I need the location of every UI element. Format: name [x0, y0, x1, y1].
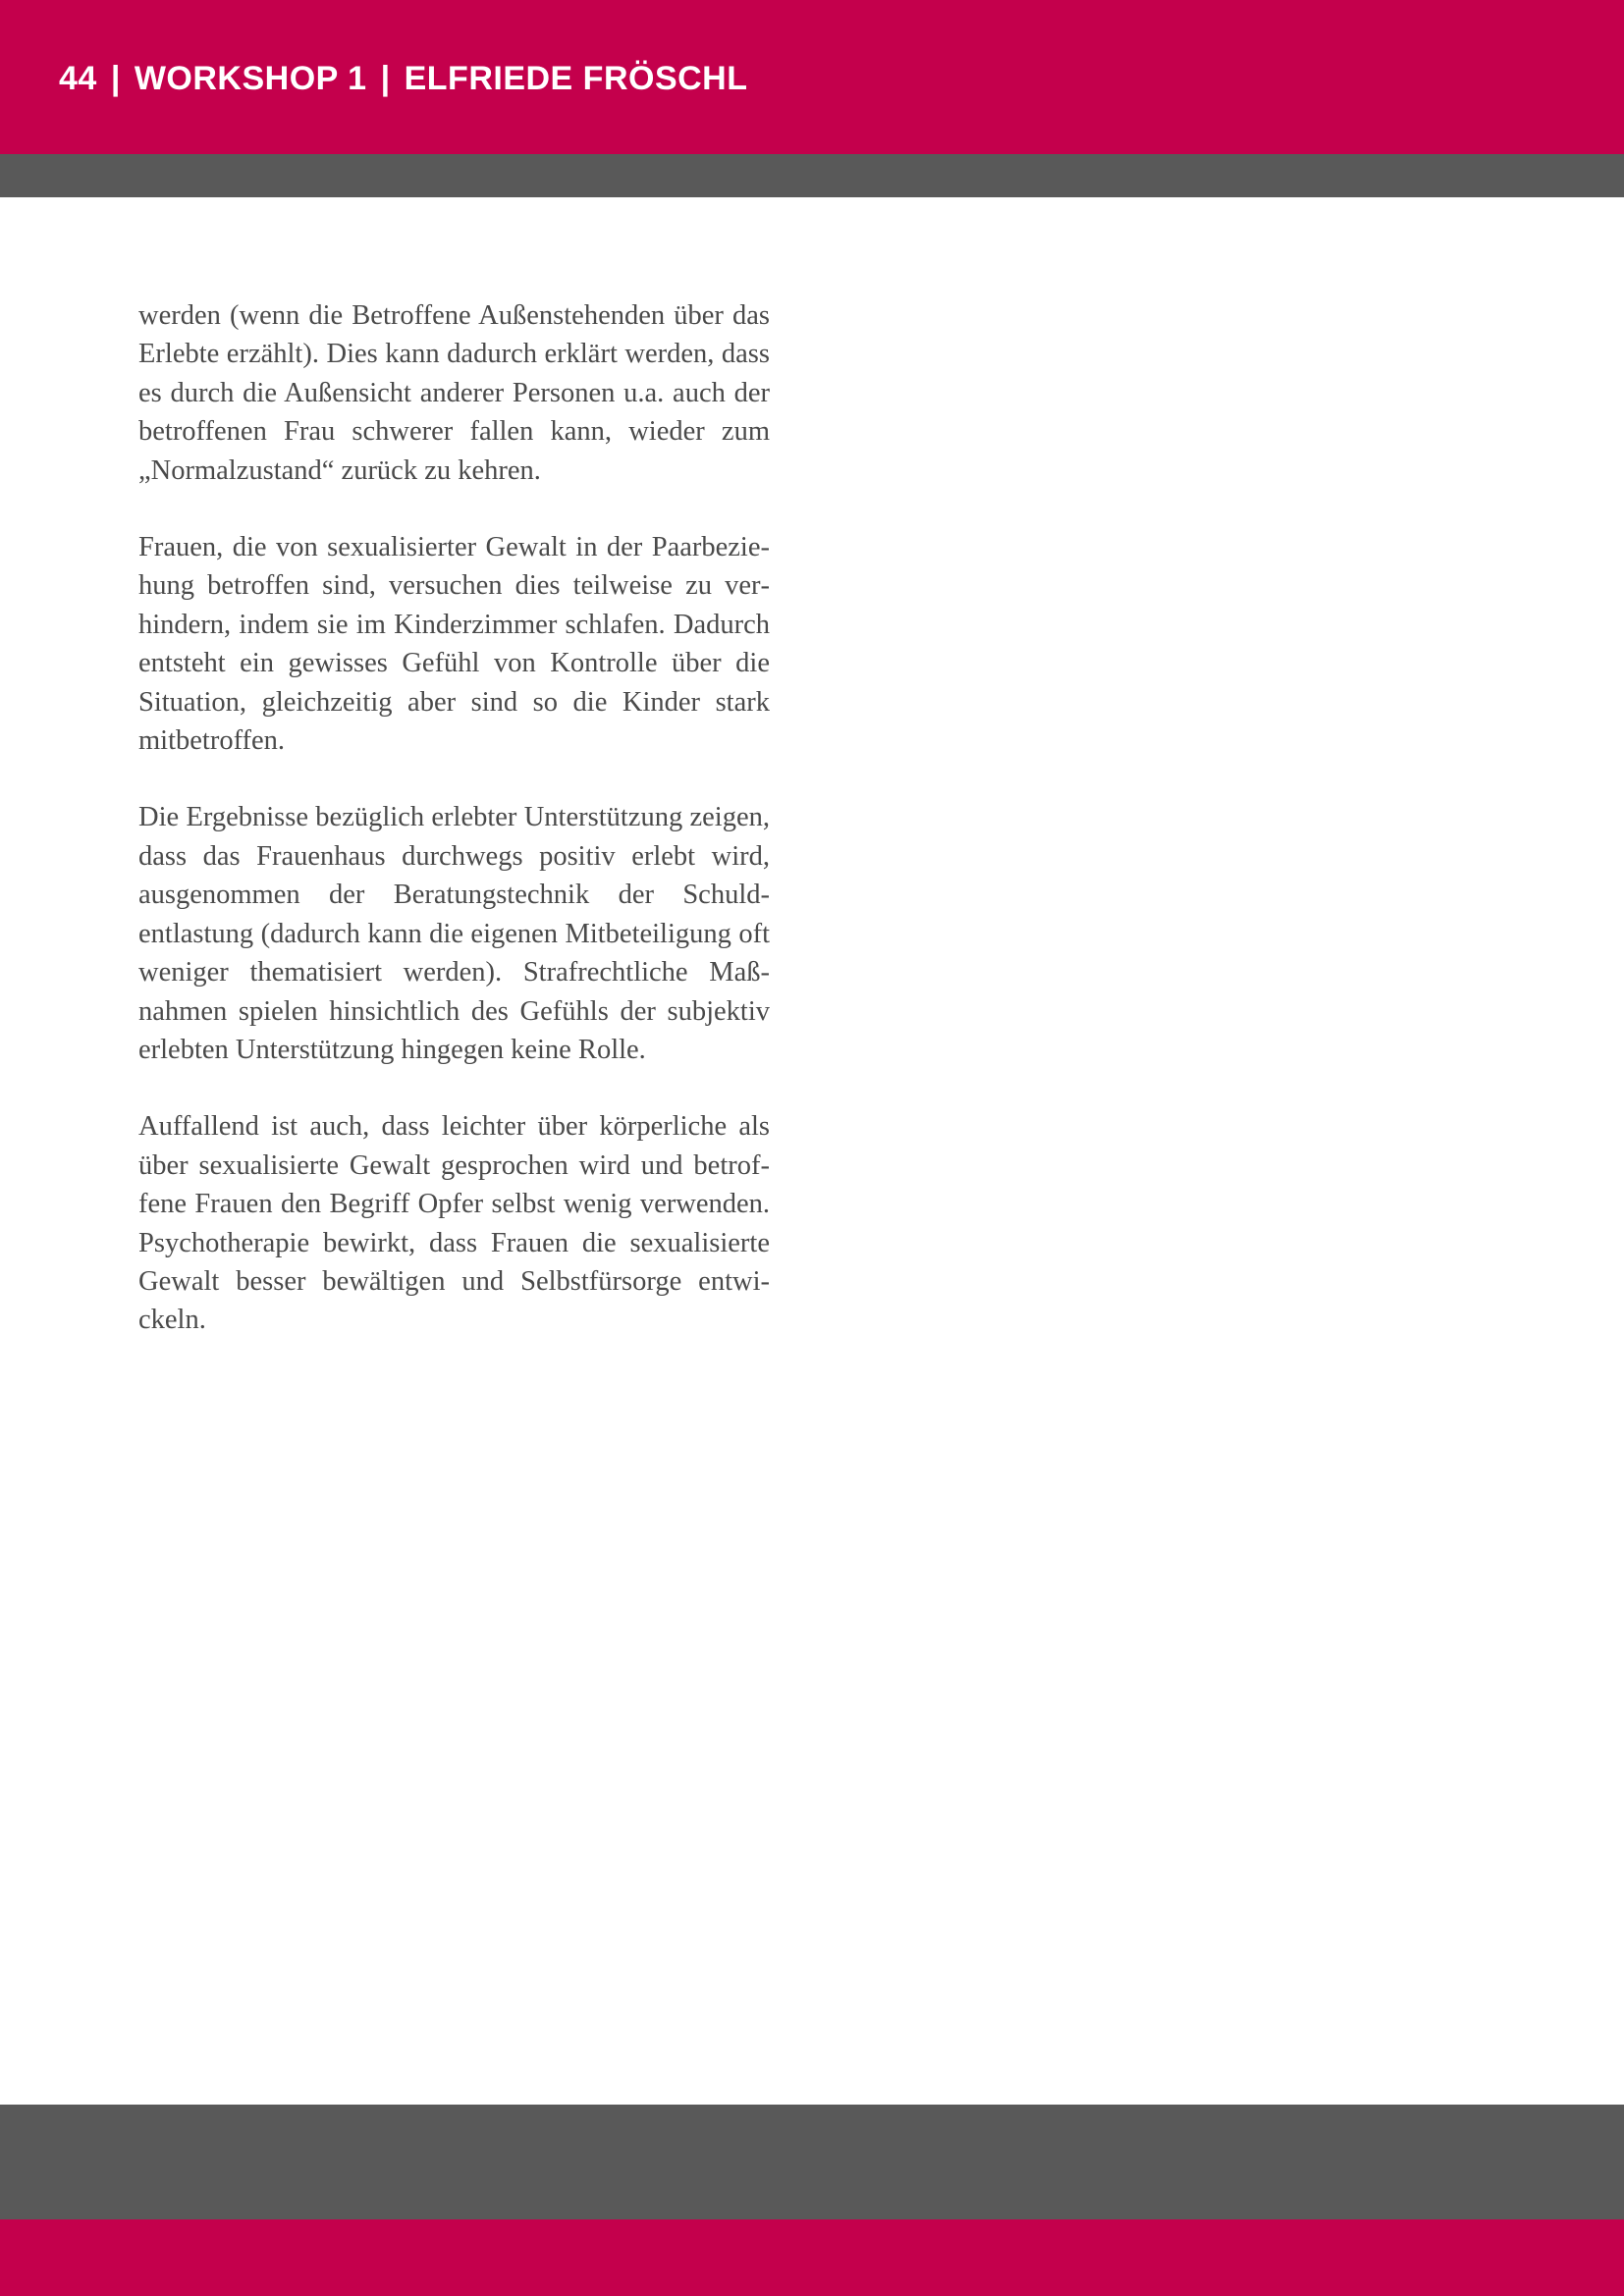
running-header — [59, 55, 748, 102]
paragraph: Die Ergebnisse bezüglich erlebter Unterstützung zeigen, dass das Frauenhaus durchwegs positiv erlebt wird, ausgenommen der Beratungstechnik der Schuldentlastung (dadurch kann die eigenen Mitbeteiligung oft weniger thematisiert werden). Strafrechtliche Maßnahmen spielen hinsichtlich des Gefühls der subjektiv erlebten Unterstützung hingegen keine Rolle. — [138, 802, 770, 1065]
paragraph: werden (wenn die Betroffene Außenstehenden über das Erlebte erzählt). Dies kann dadurch erklärt werden, dass es durch die Außensicht anderer Personen u.a. auch der betroffenen Frau schwerer fallen kann, wieder zum „Normalzustand“ zurück zu kehren. — [138, 300, 770, 486]
header-divider-band — [0, 154, 1624, 197]
footer-band — [0, 2219, 1624, 2296]
header-separator: | — [380, 60, 391, 97]
page-number: 44 — [59, 60, 97, 97]
body-text — [138, 296, 770, 1378]
paragraph: Frauen, die von sexualisierter Gewalt in der Paarbeziehung betroffen sind, versuchen dies teilweise zu verhindern, indem sie im Kinderzimmer schlafen. Dadurch entsteht ein gewisses Gefühl von Kontrolle über die Situation, gleichzeitig aber sind so die Kinder stark mitbetroffen. — [138, 532, 770, 757]
author-name: ELFRIEDE FRÖSCHL — [404, 60, 748, 97]
section-title: WORKSHOP 1 — [134, 60, 367, 97]
paragraph: Auffallend ist auch, dass leichter über körperliche als über sexualisierte Gewalt gesprochen wird und betroffene Frauen den Begriff Opfer selbst wenig verwenden. Psychotherapie bewirkt, dass Frauen die sexualisierte Gewalt besser bewältigen und Selbstfürsorge entwickeln. — [138, 1111, 770, 1336]
header-separator: | — [110, 60, 121, 97]
footer-divider-band — [0, 2105, 1624, 2219]
